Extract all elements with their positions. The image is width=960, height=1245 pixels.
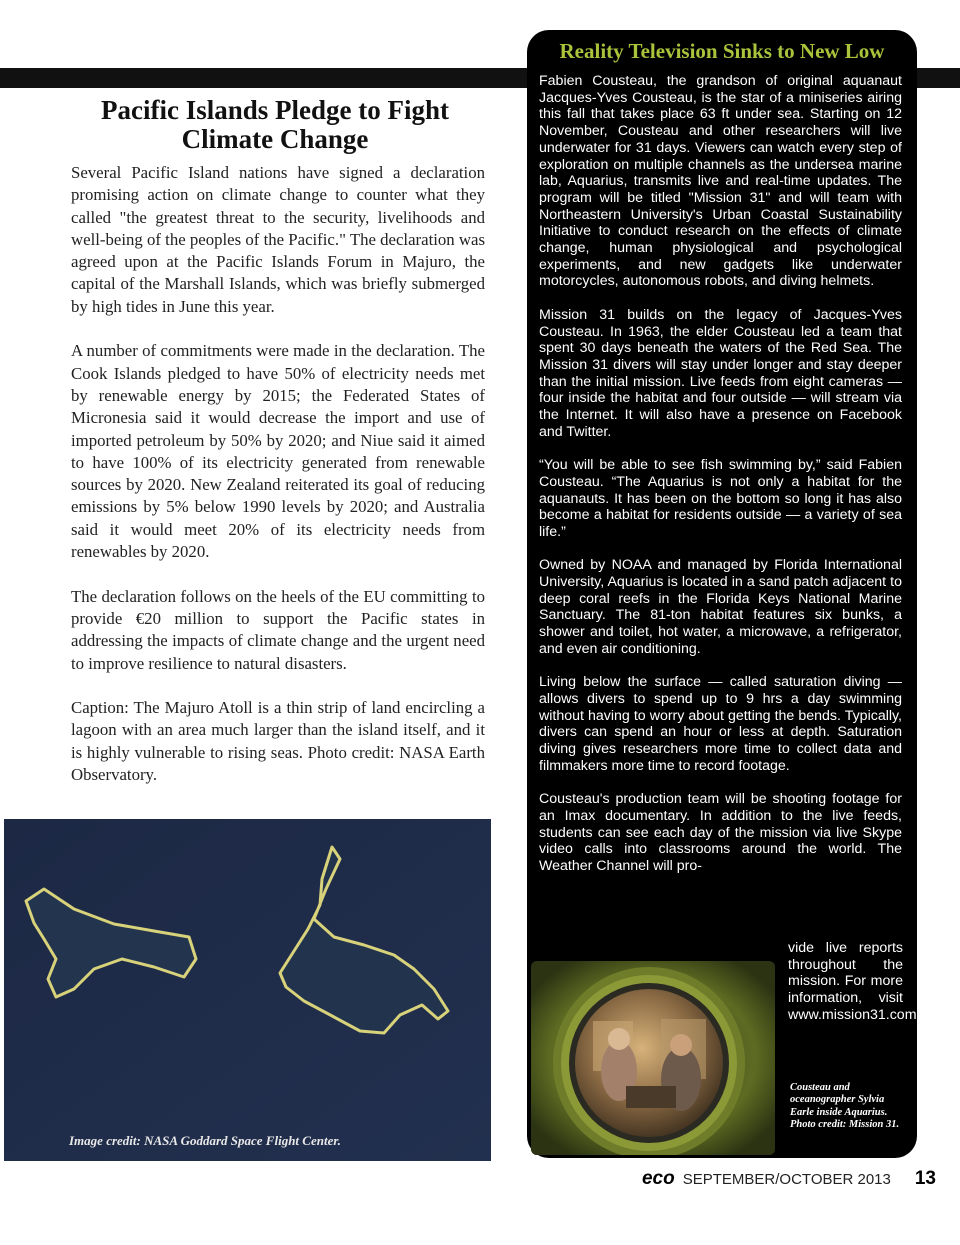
- sidebar-paragraph: Mission 31 builds on the legacy of Jacques-Yves Cousteau. In 1963, the elder Cousteau led a team that spent 30 days beneath the waters of the Red Sea. The Mission 31 divers will stay under longer and stay deeper than the initial mission. Live feeds from eight cameras — four inside the habitat and four outside — will stream via the Internet. It will also have a presence on Facebook and Twitter.: [539, 306, 902, 440]
- article-paragraph: Several Pacific Island nations have signed a declaration promising action on climate change to counter what they called "the greatest threat to the security, livelihoods and well-being of the peoples of the Pacific." The declaration was agreed upon at the Pacific Islands Forum in Majuro, the capital of the Marshall Islands, which was briefly submerged by high tides in June this year.: [71, 163, 485, 316]
- sidebar-paragraph: Fabien Cousteau, the grandson of original aquanaut Jacques-Yves Cousteau, is the star of a miniseries airing this fall that takes place 63 ft under sea. Starting on 12 November, Cousteau and other researchers will live underwater for 31 days. Viewers can watch every step of exploration on multiple channels as the undersea marine lab, Aquarius, transmits live and real-time updates. The program will be titled "Mission 31" and will team with Northeastern University's Urban Coastal Sustainability Initiative to conduct research on the effects of climate change, human physiological and psychological experiments, and new gadgets like underwater motorcycles, autonomous robots, and diving helmets.: [539, 73, 902, 290]
- page-footer: [642, 1168, 936, 1192]
- sidebar-body: [539, 73, 902, 875]
- porthole-photo: [531, 961, 775, 1155]
- sidebar-paragraph: Cousteau's production team will be shooting footage for an Imax documentary. In addition to the live feeds, students can see each day of the mission via live Skype video calls into classrooms around the world. The Weather Channel will pro-: [539, 791, 902, 874]
- porthole-illustration: [531, 961, 775, 1155]
- atoll-satellite-photo: [4, 819, 491, 1161]
- article-body: [71, 162, 485, 809]
- sidebar-continuation: vide live reports throughout the mission. For more information, visit www.mission31.com.: [788, 940, 921, 1023]
- article-paragraph: Caption: The Majuro Atoll is a thin strip of land encircling a lagoon with an area much larger than the island itself, and it is highly vulnerable to rising seas. Photo credit: NASA Earth Observatory.: [71, 698, 485, 785]
- sidebar-title: Reality Television Sinks to New Low: [559, 39, 885, 63]
- atoll-illustration: [4, 819, 491, 1161]
- article-paragraph: The declaration follows on the heels of the EU committing to provide €20 million to support the Pacific states in addressing the impacts of climate change and the urgent need to improve resilience to natural disasters.: [71, 586, 485, 673]
- image-credit: Image credit: NASA Goddard Space Flight Center.: [69, 1133, 341, 1148]
- article-paragraph: A number of commitments were made in the declaration. The Cook Islands pledged to have 50% of electricity needs met by renewable energy by 2015; the Federated States of Micronesia said it would decrease the import and use of imported petroleum by 50% by 2020; and Niue said it aimed to have 100% of its electricity generated from renewable sources by 2020. New Zealand reiterated its goal of reducing emissions by 5% below 1990 levels by 2020; and Australia said it would meet 20% of its electricity needs from renewables by 2020.: [71, 341, 485, 562]
- page-number: 13: [914, 1168, 936, 1189]
- magazine-logo: eco: [641, 1168, 675, 1189]
- article-headline: Pacific Islands Pledge to Fight Climate Change: [101, 95, 449, 154]
- issue-date: SEPTEMBER/OCTOBER 2013: [682, 1171, 891, 1188]
- sidebar-paragraph: Owned by NOAA and managed by Florida International University, Aquarius is located in a sand patch adjacent to deep coral reefs in the Florida Keys National Marine Sanctuary. The 81-ton habitat features six bunks, a shower and toilet, hot water, a microwave, a refrigerator, and even air conditioning.: [539, 557, 902, 657]
- sidebar-paragraph: Living below the surface — called saturation diving — allows divers to spend up to 9 hrs a day swimming without having to worry about getting the bends. Typically, divers can spend an hour or less at depth. Saturation diving gives researchers more time to collect data and filmmakers more time to record footage.: [539, 674, 902, 774]
- sidebar-paragraph: “You will be able to see fish swimming by,” said Fabien Cousteau. “The Aquarius is not only a habitat for the aquanauts. It has been on the bottom so long it has also become a habitat for residents outside — a variety of sea life.”: [539, 457, 902, 540]
- porthole-caption: Cousteau and oceanographer Sylvia Earle inside Aquarius. Photo credit: Mission 31.: [790, 1082, 900, 1131]
